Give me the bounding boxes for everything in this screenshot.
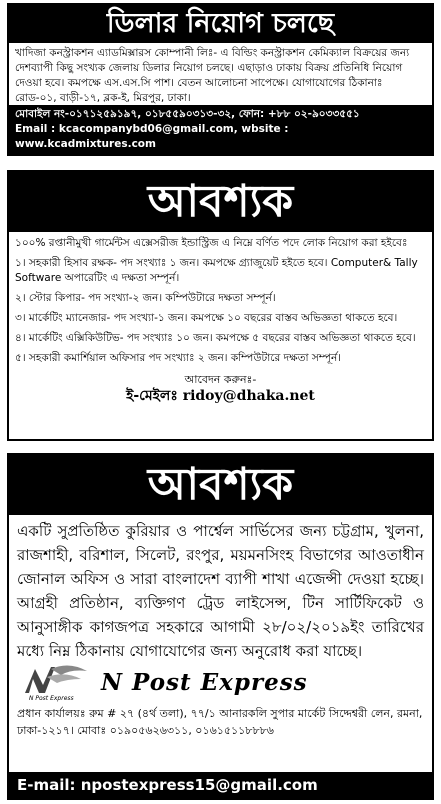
garments-job-ad [7,170,434,441]
job-item: ৪। মার্কেটিং এক্সিকিউটিভ- পদ সংখ্যাঃ ১০ জন। কমপক্ষে ৫ বছরের বাস্তব অভিজ্ঞতা থাকতে হবে। [15,332,416,344]
courier-agency-ad [7,453,434,800]
ad1-contact-bar [9,105,432,154]
ad1-body-text: খাদিজা কনস্ট্রাকশন এ্যাডমিক্সারস কোম্পানী লিঃ- এ বিল্ডিং কনস্ট্রাকশন কেমিক্যাল বিক্রয়ের জন্য দেশব্যাপী কিছু সংখ্যক জেলায় ডিলার নিয়োগ চলছে। এছাড়াও ঢাকায় বিক্রয় প্রতিনিধি নিয়োগ দেওয়া হবে। কমপক্ষে এস.এস.সি পাশ। বেতন আলোচনা সাপেক্ষে। যোগাযোগের ঠিকানাঃ রোড-০১, বাড়ী-১৭, ব্লক-ই, মিরপুর, ঢাকা। [15,47,410,104]
ad2-body [9,232,432,404]
brand-row [9,663,432,705]
ad1-email-website: Email : kcacompanybd06@gmail.com, wbsite : www.kcadmixtures.com [15,123,289,150]
ad3-title: আবশ্যক [9,455,432,515]
head-office-address: প্রধান কার্যালয়ঃ রুম # ২৭ (৪র্থ তলা), ৭৭/১ আনারকলি সুপার মার্কেট সিদ্দেশ্বরী লেন, রমনা, ঢাকা-১২১৭। মোবাঃ ০১৯০৫৬২৬৩১১, ০১৬১৫১১৮৮৮৬ [17,707,423,737]
job-item: ২। স্টোর কিপার- পদ সংখ্যা-২ জন। কম্পিউটারে দক্ষতা সম্পূর্ন। [15,292,276,304]
ad2-email-label: ই-মেইলঃ [126,388,178,404]
ad2-email-address[interactable]: ridoy@dhaka.net [182,388,315,404]
job-item: ১। সহকারী হিসাব রক্ষক- পদ সংখ্যাঃ ১ জন। কমপক্ষে গ্র্যাজুয়েট হইতে হবে। Computer& Tally Software অপারেটিং এ দক্ষতা সম্পূর্ন। [15,257,418,284]
ad3-email-bar[interactable]: E-mail: npostexpress15@gmail.com [9,772,432,798]
dealer-recruitment-ad [7,3,434,156]
logo-caption: N Post Express [29,695,74,702]
ad2-email-line [15,389,426,404]
brand-name: N Post Express [101,669,308,696]
job-item: ৫। সহকারী কমার্শিয়াল অফিসার পদ সংখ্যাঃ ২ জন। কম্পিউটারে দক্ষতা সম্পূর্ন। [15,352,342,364]
ad2-intro: ১০০% রপ্তানীমুখী গার্মেন্টস এক্সেসরীজ ইন্ডাস্ট্রিজ এ নিম্নে বর্ণিত পদে লোক নিয়োগ করা হইবেঃ [15,237,408,249]
job-item: ৩। মার্কেটিং ম্যানেজার- পদ সংখ্যা-১ জন। কমপক্ষে ১০ বছরের বাস্তব অভিজ্ঞতা থাকতে হবে। [15,312,398,324]
ad2-title: আবশ্যক [9,172,432,232]
ad1-phones: মোবাইল নং-০১৭১২৫৯১৯৭, ০১৮৫৫৯০৩১৩-৩২, ফোন: +৮৮ ০২-৯০৩৩৫৫১ [15,108,360,120]
apply-label: আবেদন করুনঃ- [184,373,257,386]
ad3-body-text: একটি সুপ্রতিষ্ঠিত কুরিয়ার ও পার্শ্বেল সার্ভিসের জন্য চট্টগ্রাম, খুলনা, রাজশাহী, বরিশাল, সিলেট, রংপুর, ময়মনসিংহ বিভাগের আওতাধীন জোনাল অফিস ও সারা বাংলাদেশ ব্যাপী শাখা এজেন্সী দেওয়া হচ্ছে। আগ্রহী প্রতিষ্ঠান, ব্যক্তিগণ ট্রেড লাইসেন্স, টিন সার্টিফিকেট ও আনুসাঙ্গীক কাগজপত্র সহকারে আগামী ২৮/০২/২০১৯ইং তারিখের মধ্যে নিম্ন ঠিকানায় যোগাযোগের জন্য অনুরোধ করা যাচ্ছে। [17,522,424,660]
ad1-title: ডিলার নিয়োগ চলছে [9,5,432,43]
